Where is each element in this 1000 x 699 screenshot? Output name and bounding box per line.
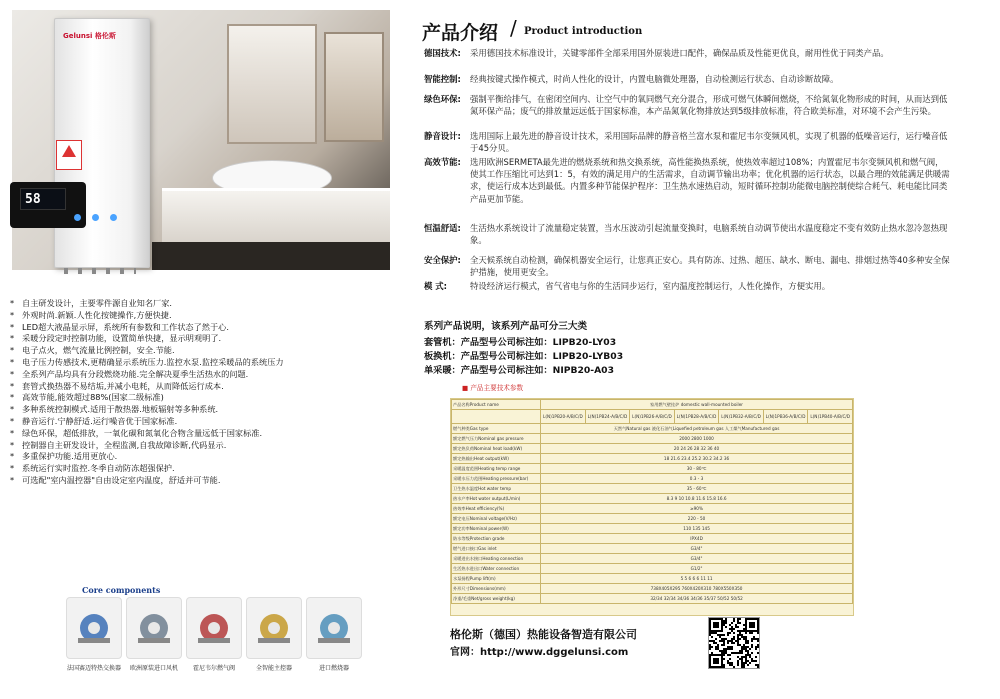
spec-param: 热水产率Hot water output(L/min) (452, 494, 541, 504)
spec-row (452, 464, 853, 474)
spec-value: 738X405X295 760X420X310 780X550X350 (541, 584, 853, 594)
feature-item (8, 310, 408, 322)
product-intro-title: 产品介绍 (422, 22, 499, 44)
spec-value: 110 135 145 (541, 524, 853, 534)
control-button-icon (92, 214, 99, 221)
boiler-display: 58 (20, 188, 66, 210)
spec-row (452, 424, 853, 434)
heat-exchanger-icon (66, 597, 122, 659)
spec-table-title: ■ 产品主要技术参数 (462, 384, 524, 392)
spec-value: 5 5 6 6 6 11 11 (541, 574, 853, 584)
intro-text: 选用国际上最先进的静音设计技术，采用国际品牌的静音格兰富水泵和霍尼韦尔变频风机，实现了机器的低噪音运行，运行噪音低于45分贝。 (470, 131, 948, 154)
bullet-icon: * (10, 451, 15, 462)
spec-row (452, 594, 853, 604)
spec-param: 外形尺寸Dimensions(mm) (452, 584, 541, 594)
feature-text: 可选配"室内温控器"自由设定室内温度，舒适并可节能. (22, 474, 221, 485)
window-shape (227, 24, 317, 144)
spec-value: 35 - 60℃ (541, 484, 853, 494)
feature-item (8, 345, 408, 357)
product-intro-title-en: Product introduction (524, 26, 643, 37)
spec-param: 采暖进出水接口Heating connection (452, 554, 541, 564)
intro-key: 智能控制: (424, 74, 461, 84)
bullet-icon: * (10, 356, 15, 367)
series-row: 板换机：产品型号公司标注如：LIPB20-LYB03 (424, 351, 624, 362)
series-row: 单采暖：产品型号公司标注如：NIPB20-A03 (424, 365, 614, 376)
feature-text: 多种系统控制模式.适用于散热器.地板辐射等多种系统. (22, 404, 219, 415)
bed-shape (162, 188, 390, 248)
spec-param: 额定燃气压力Nominal gas pressure (452, 434, 541, 444)
feature-text: 控制器自主研发设计，全程监测,自我故障诊断,代码显示. (22, 439, 227, 450)
spec-row (452, 494, 853, 504)
intro-text: 特设经济运行模式，省气省电与你的生活同步运行，室内温度控制运行，人性化操作，方便实用。 (470, 281, 831, 291)
spec-row (452, 554, 853, 564)
control-button-icon (110, 214, 117, 221)
qr-code-icon (708, 617, 760, 669)
spec-row (452, 574, 853, 584)
core-component (126, 597, 182, 672)
spec-model-cell: L(N)1PB28-A/B/C/D (674, 410, 719, 424)
window-shape (324, 32, 384, 142)
spec-model-cell: L(N)1PB32-A/B/C/D (719, 410, 764, 424)
boiler-brand-logo: Gelunsi 格伦斯 (63, 32, 116, 40)
bullet-icon: * (10, 380, 15, 391)
feature-text: 静音运行.宁静舒适.运行噪音优于国家标准. (22, 415, 178, 426)
controller-board-icon (246, 597, 302, 659)
bullet-icon: * (10, 439, 15, 450)
warning-icon (62, 145, 76, 157)
spec-row (452, 544, 853, 554)
feature-text: 外观时尚.新颖.人性化按键操作,方便快捷. (22, 309, 172, 320)
spec-table (450, 398, 854, 616)
spec-row (452, 534, 853, 544)
feature-text: 自主研发设计，主要零件源自业知名厂家. (22, 298, 172, 308)
spec-row (452, 564, 853, 574)
spec-value: G1/2" (541, 564, 853, 574)
spec-model-cell: L(N)1PB20-A/B/C/D (541, 410, 586, 424)
spec-param: 额定功率Nominal power(W) (452, 524, 541, 534)
feature-item (8, 463, 408, 475)
feature-item (8, 404, 408, 416)
feature-item (8, 357, 408, 369)
spec-value: 220 - 50 (541, 514, 853, 524)
spec-header-right: 家用燃气壁挂炉 domestic wall-mounted boiler (541, 400, 853, 410)
bullet-icon: * (10, 309, 15, 320)
boiler-pipes (64, 268, 136, 274)
bullet-icon: * (10, 333, 15, 344)
series-title: 系列产品说明，该系列产品可分三大类 (424, 321, 588, 332)
intro-key: 模 式: (424, 281, 448, 291)
bullet-icon: * (10, 404, 15, 415)
spec-row (452, 584, 853, 594)
core-component-label: 欧洲原装进口风机 (129, 665, 178, 672)
spec-value: 32/34 32/34 34/36 34/36 35/37 50/52 50/52 (541, 594, 853, 604)
spec-row (452, 474, 853, 484)
spec-model-cell: L(N)1PB26-A/B/C/D (630, 410, 675, 424)
intro-text: 采用德国技术标准设计，关键零部件全部采用国外原装进口配件，确保品质及性能更优良，耐用性优于同类产品。 (470, 48, 889, 58)
spec-row (452, 504, 853, 514)
intro-text: 经典按键式操作模式，时尚人性化的设计，内置电脑微处理器，自动检测运行状态、自动诊断故障。 (470, 74, 839, 84)
spec-value: 天然气Natural gas 液化石油气Liquefied petroleum gas 人工煤气Manufactured gas (541, 424, 853, 434)
intro-key: 静音设计: (424, 131, 461, 141)
spec-param: 生活热水进出口Water connection (452, 564, 541, 574)
feature-item (8, 381, 408, 393)
spec-row (452, 454, 853, 464)
feature-text: 多重保护功能.适用更放心. (22, 451, 118, 462)
core-component (66, 597, 122, 672)
feature-item (8, 416, 408, 428)
feature-list (8, 298, 408, 487)
gas-valve-icon (186, 597, 242, 659)
intro-key: 绿色环保: (424, 94, 461, 104)
spec-value: G3/4" (541, 544, 853, 554)
feature-item (8, 322, 408, 334)
feature-item (8, 333, 408, 345)
intro-text: 全天候系统自动检测，确保机器安全运行，让您真正安心。具有防冻、过热、超压、缺水、断电、漏电、排烟过热等40多种安全保护措施，使用更安全。 (470, 255, 950, 278)
fan-icon (126, 597, 182, 659)
spec-value: G3/4" (541, 554, 853, 564)
bullet-icon: * (10, 474, 15, 485)
feature-text: 系统运行实时监控.冬季自动防冻超强保护. (22, 463, 175, 474)
intro-text: 强制平衡给排气，在密闭空间内、让空气中的氧同燃气充分混合，形成可燃气体瞬间燃烧，不给氮氧化物形成的时间，从而达到低氮环保产品；废气的排放量远远低于国家标准，本产品氮氧化物排放达到5级排放标准，符合欧美标准，对环境不会产生污染。 (470, 94, 948, 117)
feature-item (8, 428, 408, 440)
feature-text: 采暖分段定时控制功能，设置简单快捷，显示明观明了. (22, 333, 222, 344)
intro-text: 选用欧洲SERMETA最先进的燃烧系统和热交换系统，高性能换热系统，使热效率超过108%；内置霍尼韦尔变频风机和燃气阀，使其工作压缩比可达到1：5，有效的满足用户的生活需求，自动调节输出功率；优化机器的运行状态，以最合理的效能满足供暖需求，使运行成本达到最低。内置多种节能保护程序：卫生热水速热启动，短时循环控制功能微电脑控制使综合耗气、耗电能比同类产品更加节能。 (470, 157, 950, 204)
spec-value: IPX4D (541, 534, 853, 544)
feature-text: 套管式换热器不易结垢,并减小电耗，从而降低运行成本. (22, 380, 224, 391)
spec-row (452, 514, 853, 524)
spec-value: ≥90% (541, 504, 853, 514)
feature-text: LED超大液晶显示屏，系统所有参数和工作状态了然于心. (22, 321, 229, 332)
intro-text: 生活热水系统设计了流量稳定装置，当水压波动引起流量变换时，电脑系统自动调节使出水温度稳定不变有效防止热水忽冷忽热现象。 (470, 223, 948, 246)
feature-item (8, 298, 408, 310)
feature-item (8, 392, 408, 404)
spec-param: 采暖温度范围Heating temp range (452, 464, 541, 474)
company-name: 格伦斯（德国）热能设备智造有限公司 (450, 628, 637, 641)
spec-header-left: 产品名称Product name (452, 400, 541, 410)
spec-param: 防水等级Protection grade (452, 534, 541, 544)
burner-icon (306, 597, 362, 659)
intro-key: 德国技术: (424, 48, 461, 58)
core-component (246, 597, 302, 672)
feature-item (8, 440, 408, 452)
feature-text: 绿色环保，超低排放，一氧化碳和氮氧化合物含量远低于国家标准. (22, 427, 263, 438)
control-button-icon (74, 214, 81, 221)
spec-row (452, 444, 853, 454)
bullet-icon: * (10, 392, 15, 403)
feature-item (8, 451, 408, 463)
spec-model-cell: L(N)1PB36-A/B/C/D (763, 410, 808, 424)
core-components-title: Core components (82, 585, 161, 595)
title-slash: / (510, 16, 517, 40)
bullet-icon: * (10, 463, 15, 474)
core-component (306, 597, 362, 672)
spec-model-cell: L(N)1PB40-A/B/C/D (808, 410, 853, 424)
spec-model-blank (452, 410, 541, 424)
bullet-icon: * (10, 298, 15, 308)
intro-key: 恒温舒适: (424, 223, 461, 233)
feature-item (8, 369, 408, 381)
spec-param: 额定热输出Heat output(kW) (452, 454, 541, 464)
bullet-icon: * (10, 415, 15, 426)
spec-value: 20 24 26 28 32 36 40 (541, 444, 853, 454)
spec-param: 燃气进口接口Gas inlet (452, 544, 541, 554)
intro-key: 安全保护: (424, 255, 461, 265)
spec-value: 30 - 80℃ (541, 464, 853, 474)
intro-key: 高效节能: (424, 157, 461, 167)
core-component (186, 597, 242, 672)
bed-base-shape (152, 242, 390, 270)
spec-row (452, 434, 853, 444)
core-component-label: 霍尼韦尔燃气阀 (192, 665, 235, 672)
website-link[interactable]: 官网：http://www.dggelunsi.com (450, 647, 629, 658)
spec-param: 采暖水压力范围Heating pressure(bar) (452, 474, 541, 484)
series-row: 套管机：产品型号公司标注如：LIPB20-LY03 (424, 337, 617, 348)
spec-value: 0.3 - 3 (541, 474, 853, 484)
spec-param: 热效率Heat efficiency(%) (452, 504, 541, 514)
core-components-row (66, 597, 366, 687)
feature-text: 电子压力传感技术,更精确显示系统压力.监控水泵.监控采暖品的系统压力 (22, 356, 284, 367)
spec-row (452, 484, 853, 494)
bullet-icon: * (10, 427, 15, 438)
spec-param: 净重/毛重Net/gross weight(kg) (452, 594, 541, 604)
feature-text: 全系列产品均具有分段燃烧功能.完全解决夏季生活热水的问题. (22, 368, 249, 379)
bullet-icon: * (10, 345, 15, 356)
spec-param: 水泵扬程Pump lift(m) (452, 574, 541, 584)
spec-value: 2000 2800 1000 (541, 434, 853, 444)
spec-row (452, 524, 853, 534)
bullet-icon: * (10, 368, 15, 379)
feature-text: 电子点火，燃气流量比例控制，安全.节能. (22, 345, 175, 356)
spec-param: 卫生热水温度Hot water temp (452, 484, 541, 494)
spec-param: 燃气种类Gas type (452, 424, 541, 434)
core-component-label: 全智能主控器 (255, 665, 292, 672)
spec-value: 8.3 9 10 10.8 11.6 15.8 16.6 (541, 494, 853, 504)
spec-value: 18 21.6 23.4 25.2 30.2 34.2 36 (541, 454, 853, 464)
core-component-label: 法国赛迈特热交换器 (66, 665, 121, 672)
core-component-label: 进口燃烧器 (318, 665, 349, 672)
spec-model-cell: L(N)1PB24-A/B/C/D (585, 410, 630, 424)
spec-param: 额定热负荷Nominal heat load(kW) (452, 444, 541, 454)
feature-item (8, 475, 408, 487)
bullet-icon: * (10, 321, 15, 332)
feature-text: 高效节能,能效超过88%(国家二级标准) (22, 392, 164, 403)
spec-param: 额定电压Nominal voltage(V/Hz) (452, 514, 541, 524)
